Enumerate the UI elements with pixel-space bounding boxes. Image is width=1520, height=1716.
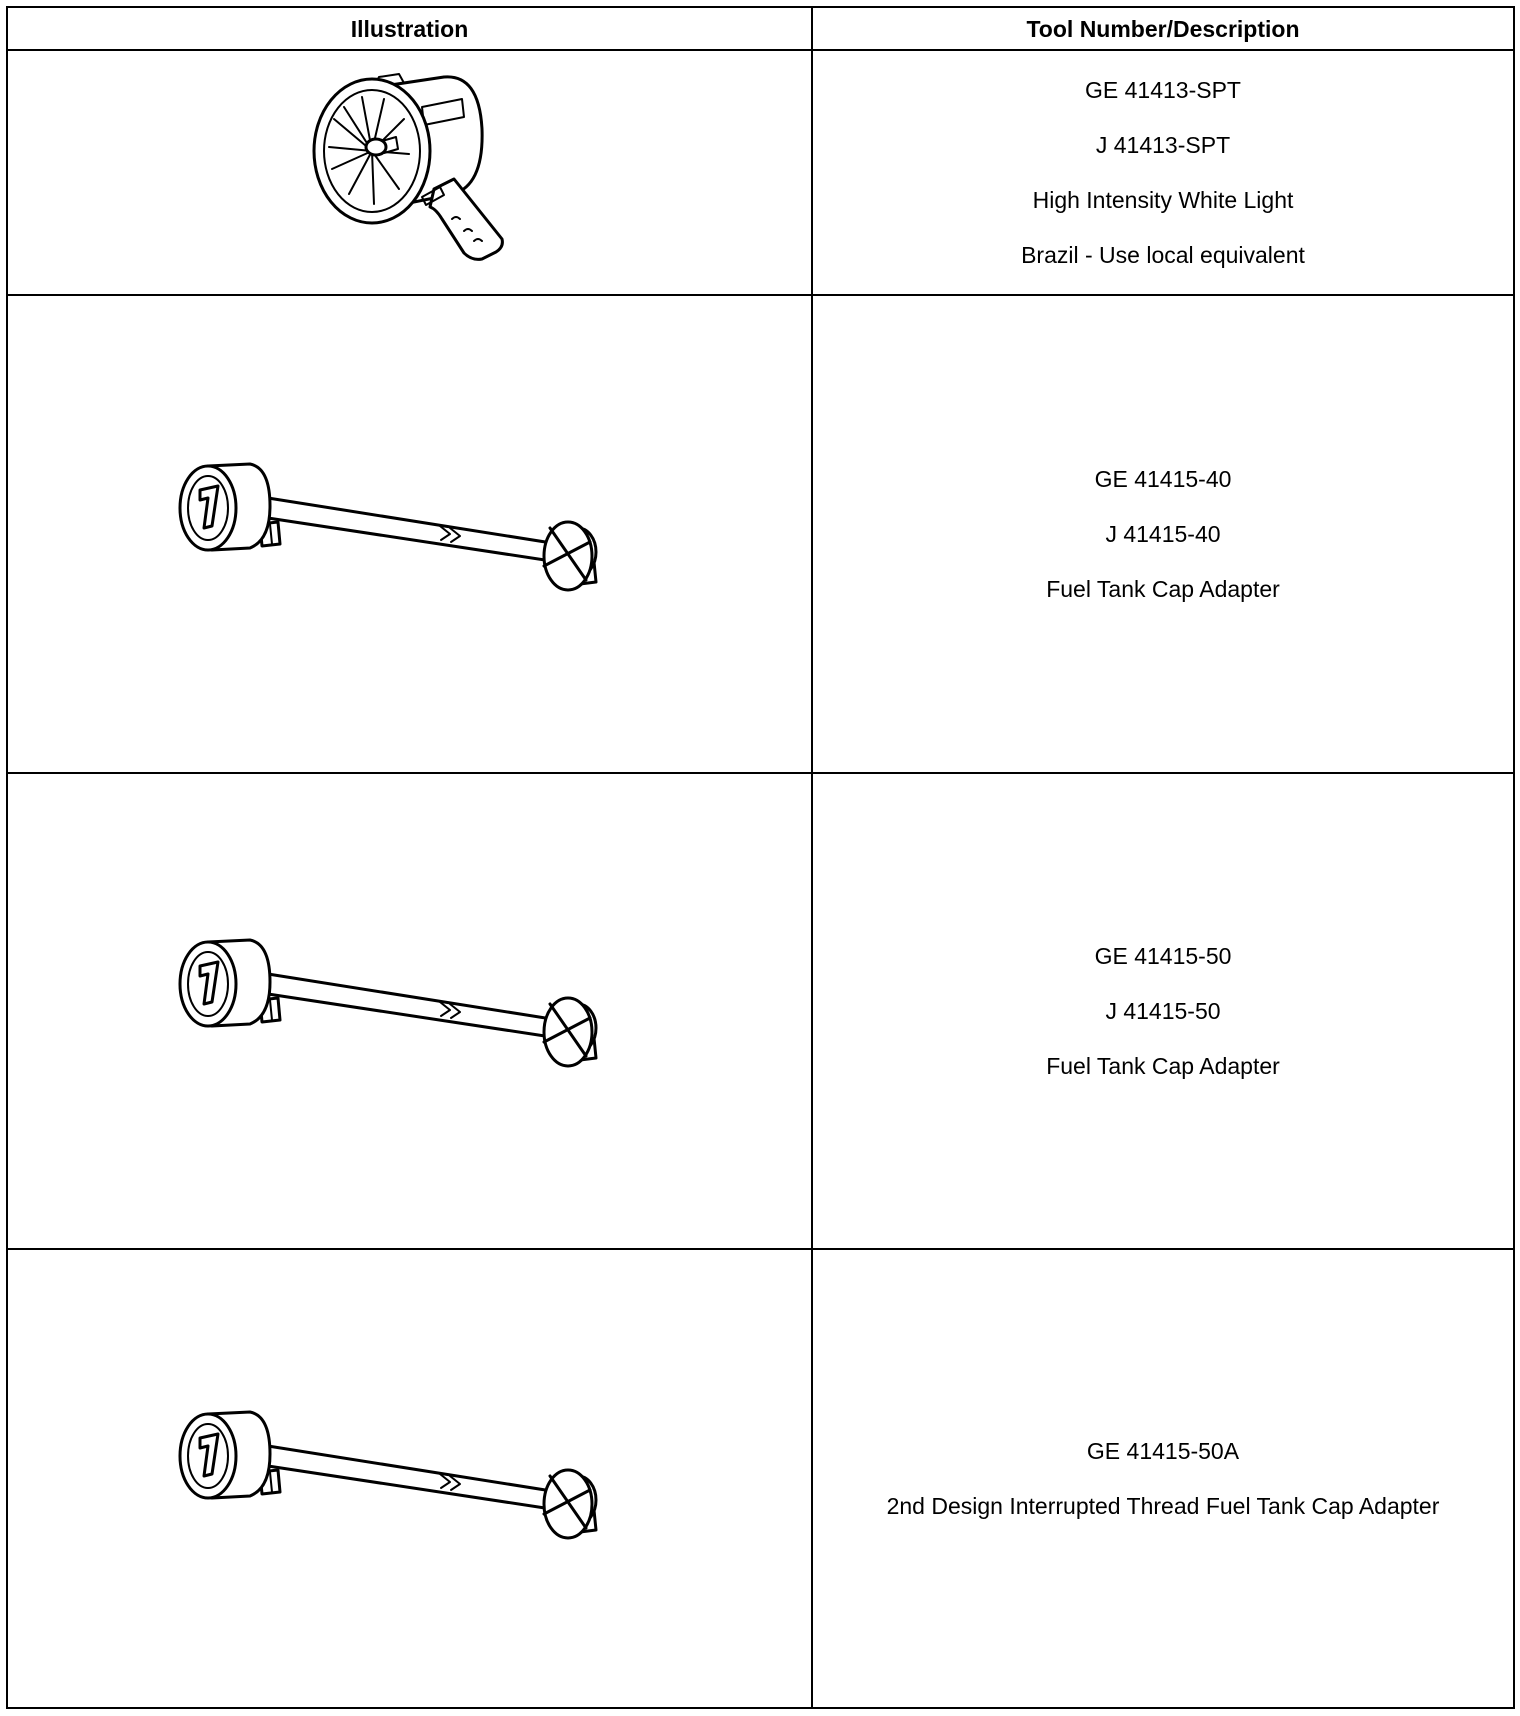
description-cell-2 (813, 296, 1513, 772)
header-tool-description: Tool Number/Description (1026, 15, 1300, 42)
tool-number-j: J 41415-50 (1105, 997, 1221, 1024)
tool-note: Brazil - Use local equivalent (1021, 241, 1305, 268)
tool-number-ge: GE 41415-50A (1086, 1437, 1240, 1464)
fuel-tank-cap-adapter-icon (178, 932, 648, 1082)
description-cell-1 (813, 51, 1513, 294)
illustration-cell-1 (8, 51, 811, 294)
tool-description: High Intensity White Light (1032, 186, 1294, 213)
tool-description: Fuel Tank Cap Adapter (1046, 575, 1280, 602)
description-cell-3 (813, 774, 1513, 1248)
tool-number-j: J 41413-SPT (1095, 131, 1231, 158)
tool-number-ge: GE 41413-SPT (1085, 76, 1241, 103)
tool-number-j: J 41415-40 (1105, 520, 1221, 547)
illustration-cell-2 (8, 296, 811, 772)
tool-table (6, 6, 1515, 1709)
fuel-tank-cap-adapter-icon (178, 1404, 648, 1554)
tool-description: 2nd Design Interrupted Thread Fuel Tank Cap Adapter (886, 1492, 1440, 1519)
tool-description: Fuel Tank Cap Adapter (1046, 1052, 1280, 1079)
description-cell-4 (813, 1250, 1513, 1707)
fuel-tank-cap-adapter-icon (178, 456, 648, 606)
illustration-cell-3 (8, 774, 811, 1248)
header-illustration: Illustration (350, 15, 469, 42)
tool-number-ge: GE 41415-40 (1094, 465, 1232, 492)
tool-number-ge: GE 41415-50 (1094, 942, 1232, 969)
spotlight-icon (304, 69, 524, 269)
illustration-cell-4 (8, 1250, 811, 1707)
